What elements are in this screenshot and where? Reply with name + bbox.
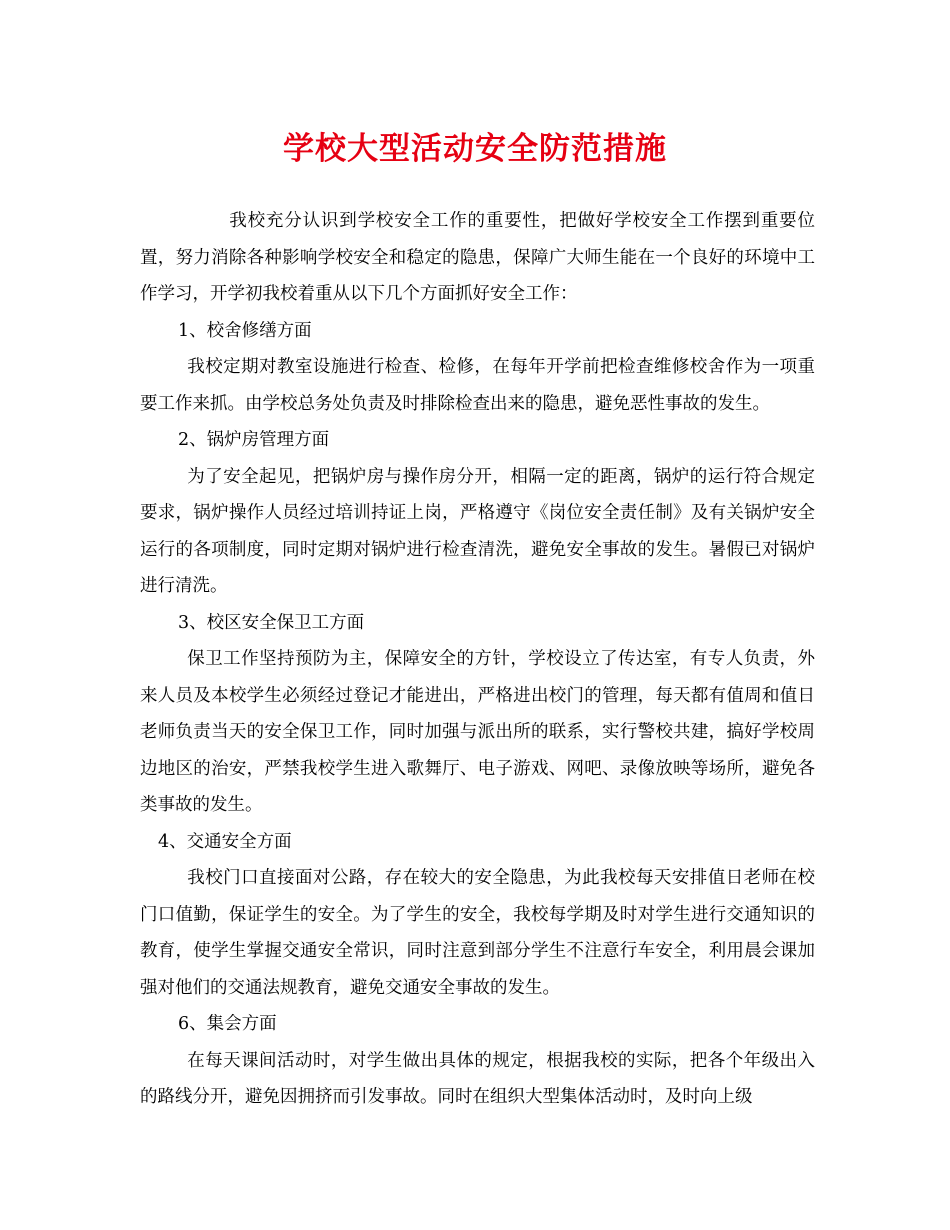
intro-paragraph: 我校充分认识到学校安全工作的重要性，把做好学校安全工作摆到重要位置，努力消除各种影响学校安全和稳定的隐患，保障广大师生能在一个良好的环境中工作学习，开学初我校着重从以下几个方面抓好安全工作： [140,211,815,304]
section-paragraph-1: 我校定期对教室设施进行检查、检修，在每年开学前把检查维修校舍作为一项重要工作来抓。由学校总务处负责及时排除检查出来的隐患，避免恶性事故的发生。 [140,357,815,414]
section-paragraph-3: 保卫工作坚持预防为主，保障安全的方针，学校设立了传达室，有专人负责，外来人员及本校学生必须经过登记才能进出，严格进出校门的管理，每天都有值周和值日老师负责当天的安全保卫工作，同时加强与派出所的联系，实行警校共建，搞好学校周边地区的治安，严禁我校学生进入歌舞厅、电子游戏、网吧、录像放映等场所，避免各类事故的发生。 [140,649,815,815]
section-heading-4: 4、交通安全方面 [158,831,292,852]
section-heading-6: 6、集会方面 [178,1014,277,1034]
section-heading-3: 3、校区安全保卫工方面 [178,612,365,633]
section-heading-1: 1、校舍修缮方面 [178,320,312,341]
section-paragraph-4: 我校门口直接面对公路，存在较大的安全隐患，为此我校每天安排值日老师在校门口值勤，保证学生的安全。为了学生的安全，我校每学期及时对学生进行交通知识的教育，使学生掌握交通安全常识，同时注意到部分学生不注意行车安全，利用晨会课加强对他们的交通法规教育，避免交通安全事故的发生。 [140,868,815,998]
section-paragraph-6: 在每天课间活动时，对学生做出具体的规定，根据我校的实际，把各个年级出入的路线分开，避免因拥挤而引发事故。同时在组织大型集体活动时，及时向上级 [140,1050,815,1107]
section-paragraph-2: 为了安全起见，把锅炉房与操作房分开，相隔一定的距离，锅炉的运行符合规定要求，锅炉操作人员经过培训持证上岗，严格遵守《岗位安全责任制》及有关锅炉安全运行的各项制度，同时定期对锅炉进行检查清洗，避免安全事故的发生。暑假已对锅炉进行清洗。 [140,466,815,596]
document-body [140,203,815,1116]
section-heading-2: 2、锅炉房管理方面 [178,430,330,450]
document-title: 学校大型活动安全防范措施 [283,131,667,167]
